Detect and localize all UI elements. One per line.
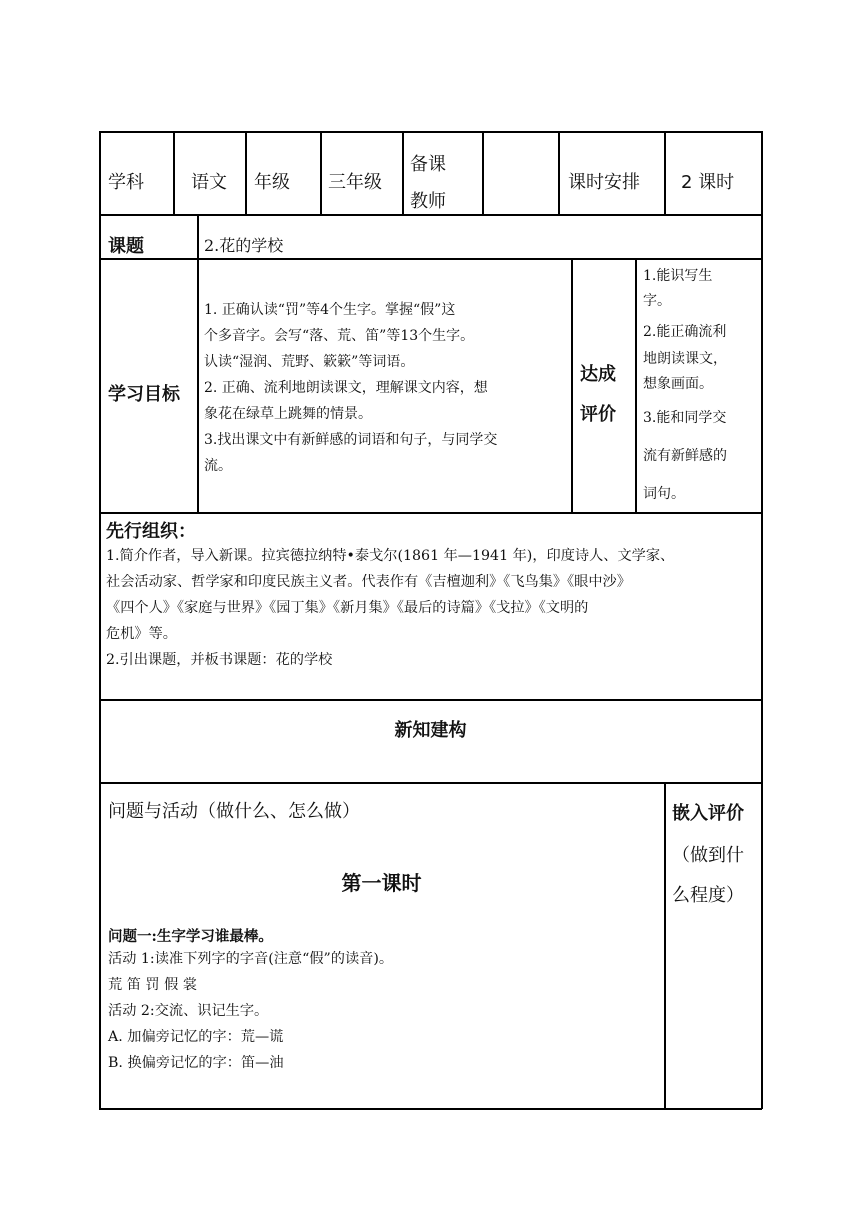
activities-heading: 问题与活动（做什么、怎么做）: [108, 801, 360, 822]
objectives-list: [204, 297, 568, 479]
embed-eval-sub: [672, 836, 744, 916]
col-divider: [173, 131, 175, 215]
problem-one: 问题一:生字学习谁最棒。: [108, 928, 273, 945]
section-title: 新知建构: [394, 720, 467, 741]
lesson-title: 第一课时: [341, 871, 422, 895]
col-divider: [571, 258, 573, 513]
row-divider: [99, 782, 762, 784]
col-divider: [482, 131, 484, 215]
advance-title: 先行组织：: [106, 521, 196, 542]
grade-label: 年级: [254, 172, 290, 193]
eval-line: 2.能正确流利: [643, 324, 727, 340]
teacher-label-line2: 教师: [410, 191, 446, 212]
eval-line: 3.能和同学交: [643, 410, 727, 426]
advance-line: 1.简介作者，导入新课。拉宾德拉纳特•泰戈尔(1861 年—1941 年)，印度诗人、文学家、: [106, 548, 675, 564]
eval-label-line2: 评价: [580, 404, 616, 425]
eval-line: 想象画面。: [643, 376, 713, 392]
advance-text: [106, 543, 760, 673]
col-divider: [664, 131, 666, 215]
table-border-left: [99, 131, 101, 1109]
topic-label: 课题: [108, 236, 144, 257]
objective-line: 3.找出课文中有新鲜感的词语和句子，与同学交: [204, 432, 498, 448]
embed-eval-label: 嵌入评价: [672, 803, 744, 824]
eval-line: 1.能识写生: [643, 268, 713, 284]
advance-line: 《四个人》《家庭与世界》《园丁集》《新月集》《最后的诗篇》《戈拉》《文明的: [106, 600, 589, 616]
activity-line: 荒 笛 罚 假 裳: [108, 977, 197, 993]
col-divider: [245, 131, 247, 215]
eval-line: 流有新鲜感的: [643, 448, 727, 464]
activity-line: 活动 2:交流、识记生字。: [108, 1003, 269, 1019]
objective-line: 认读“湿润、荒野、簌簌”等词语。: [204, 354, 415, 370]
subject-label: 学科: [108, 172, 144, 193]
objectives-label: 学习目标: [108, 384, 180, 405]
table-border-top: [99, 131, 762, 133]
teacher-label: [410, 146, 446, 220]
eval-label-line1: 达成: [580, 364, 616, 385]
activity-list: [108, 946, 658, 1076]
table-border-right: [761, 131, 763, 1109]
eval-label: [580, 355, 616, 435]
topic-value: 2.花的学校: [204, 236, 284, 255]
row-divider: [99, 699, 762, 701]
advance-line: 2.引出课题，并板书课题：花的学校: [106, 652, 333, 668]
col-divider: [635, 258, 637, 513]
objective-line: 2. 正确、流利地朗读课文，理解课文内容，想: [204, 380, 488, 396]
table-border-bottom: [99, 1108, 762, 1110]
embed-eval-sub-line1: （做到什: [672, 845, 744, 866]
eval-line: 词句。: [643, 486, 685, 502]
eval-list: [643, 264, 759, 509]
col-divider: [558, 131, 560, 215]
schedule-value: 2 课时: [681, 172, 735, 193]
grade-value: 三年级: [328, 172, 382, 193]
col-divider: [664, 782, 666, 1109]
objective-line: 流。: [204, 458, 232, 474]
eval-line: 字。: [643, 293, 671, 309]
objective-line: 1. 正确认读“罚”等4个生字。掌握“假”这: [204, 302, 456, 318]
embed-eval-sub-line2: 么程度）: [672, 885, 744, 906]
advance-line: 危机》等。: [106, 626, 177, 642]
schedule-label: 课时安排: [568, 172, 640, 193]
eval-line: 地朗读课文，: [643, 351, 727, 367]
objective-line: 个多音字。会写“落、荒、笛”等13个生字。: [204, 328, 475, 344]
activity-line: 活动 1:读准下列字的字音(注意“假”的读音)。: [108, 951, 394, 967]
teacher-label-line1: 备课: [410, 154, 446, 175]
advance-line: 社会活动家、哲学家和印度民族主义者。代表作有《吉檀迦利》《飞鸟集》《眼中沙》: [106, 574, 631, 590]
col-divider: [320, 131, 322, 215]
col-divider: [402, 131, 404, 215]
subject-value: 语文: [191, 172, 227, 193]
col-divider: [197, 214, 199, 513]
objective-line: 象花在绿草上跳舞的情景。: [204, 406, 372, 422]
activity-line: A. 加偏旁记忆的字：荒—谎: [108, 1029, 284, 1045]
activity-line: B. 换偏旁记忆的字：笛—油: [108, 1055, 284, 1071]
